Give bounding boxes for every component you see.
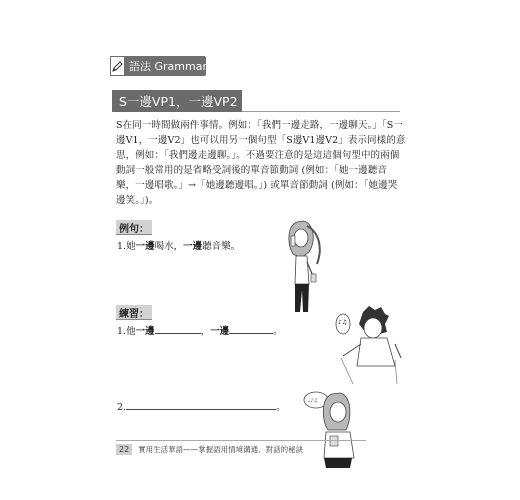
page-number: 22 xyxy=(116,444,132,455)
practice-2-end: 。 xyxy=(276,402,286,413)
practice-label: 練習： xyxy=(116,305,152,320)
page-footer xyxy=(116,440,366,458)
example-sentence xyxy=(117,238,240,252)
practice-2-prefix: 2. xyxy=(117,402,127,413)
practice-item-2 xyxy=(117,399,286,413)
practice-1-bold-2: 一邊 xyxy=(210,326,230,337)
example-middle: 喝水， xyxy=(154,241,184,252)
practice-1-bold-1: 一邊 xyxy=(135,326,155,337)
practice-1-prefix: 1.他 xyxy=(117,326,136,337)
example-label: 例句： xyxy=(116,220,152,235)
music-note-icon: ♪♫ xyxy=(338,319,348,326)
book-title: 實用生活華語——掌握語用情境溝通、對話的秘訣 xyxy=(138,445,304,454)
example-suffix: 聽音樂。 xyxy=(202,241,241,252)
example-bold-1: 一邊 xyxy=(135,241,155,252)
title-underline xyxy=(242,111,400,112)
pattern-title: S一邊VP1，一邊VP2 xyxy=(112,90,242,112)
practice-1-blank-1[interactable] xyxy=(155,323,201,334)
practice-1-sep: ， xyxy=(200,326,211,337)
practice-item-1 xyxy=(117,323,283,337)
speech-bubble-text: ♩♪♫ xyxy=(308,398,319,404)
explanation-paragraph: S在同一時間做兩件事情。例如：「我們一邊走路，一邊聊天。」「S一邊V1，一邊V2」也可以用另一個句型「S邊V1邊V2」表示同樣的意思，例如：「我們邊走邊聊。」。不過要注意的是這這個句型中的兩個動詞一般常用的是省略受詞後的單音節動詞 (例如：「她一邊聽音樂，一邊唱歌。」→「她邊聽邊唱。」) 或單音節動詞 (例如：「她邊哭邊笑。」)。 xyxy=(116,120,406,206)
example-prefix: 1.她 xyxy=(117,241,136,252)
practice-2-blank[interactable] xyxy=(126,399,276,410)
boy-music-illustration xyxy=(335,304,405,386)
example-bold-2: 一邊 xyxy=(183,241,203,252)
practice-1-end: 。 xyxy=(273,326,283,337)
grammar-section-tag xyxy=(112,56,206,76)
practice-1-blank-2[interactable] xyxy=(229,323,273,334)
girl-drinking-illustration xyxy=(283,218,333,318)
pencil-icon xyxy=(110,56,125,76)
grammar-label: 語法 Grammar xyxy=(129,60,207,73)
